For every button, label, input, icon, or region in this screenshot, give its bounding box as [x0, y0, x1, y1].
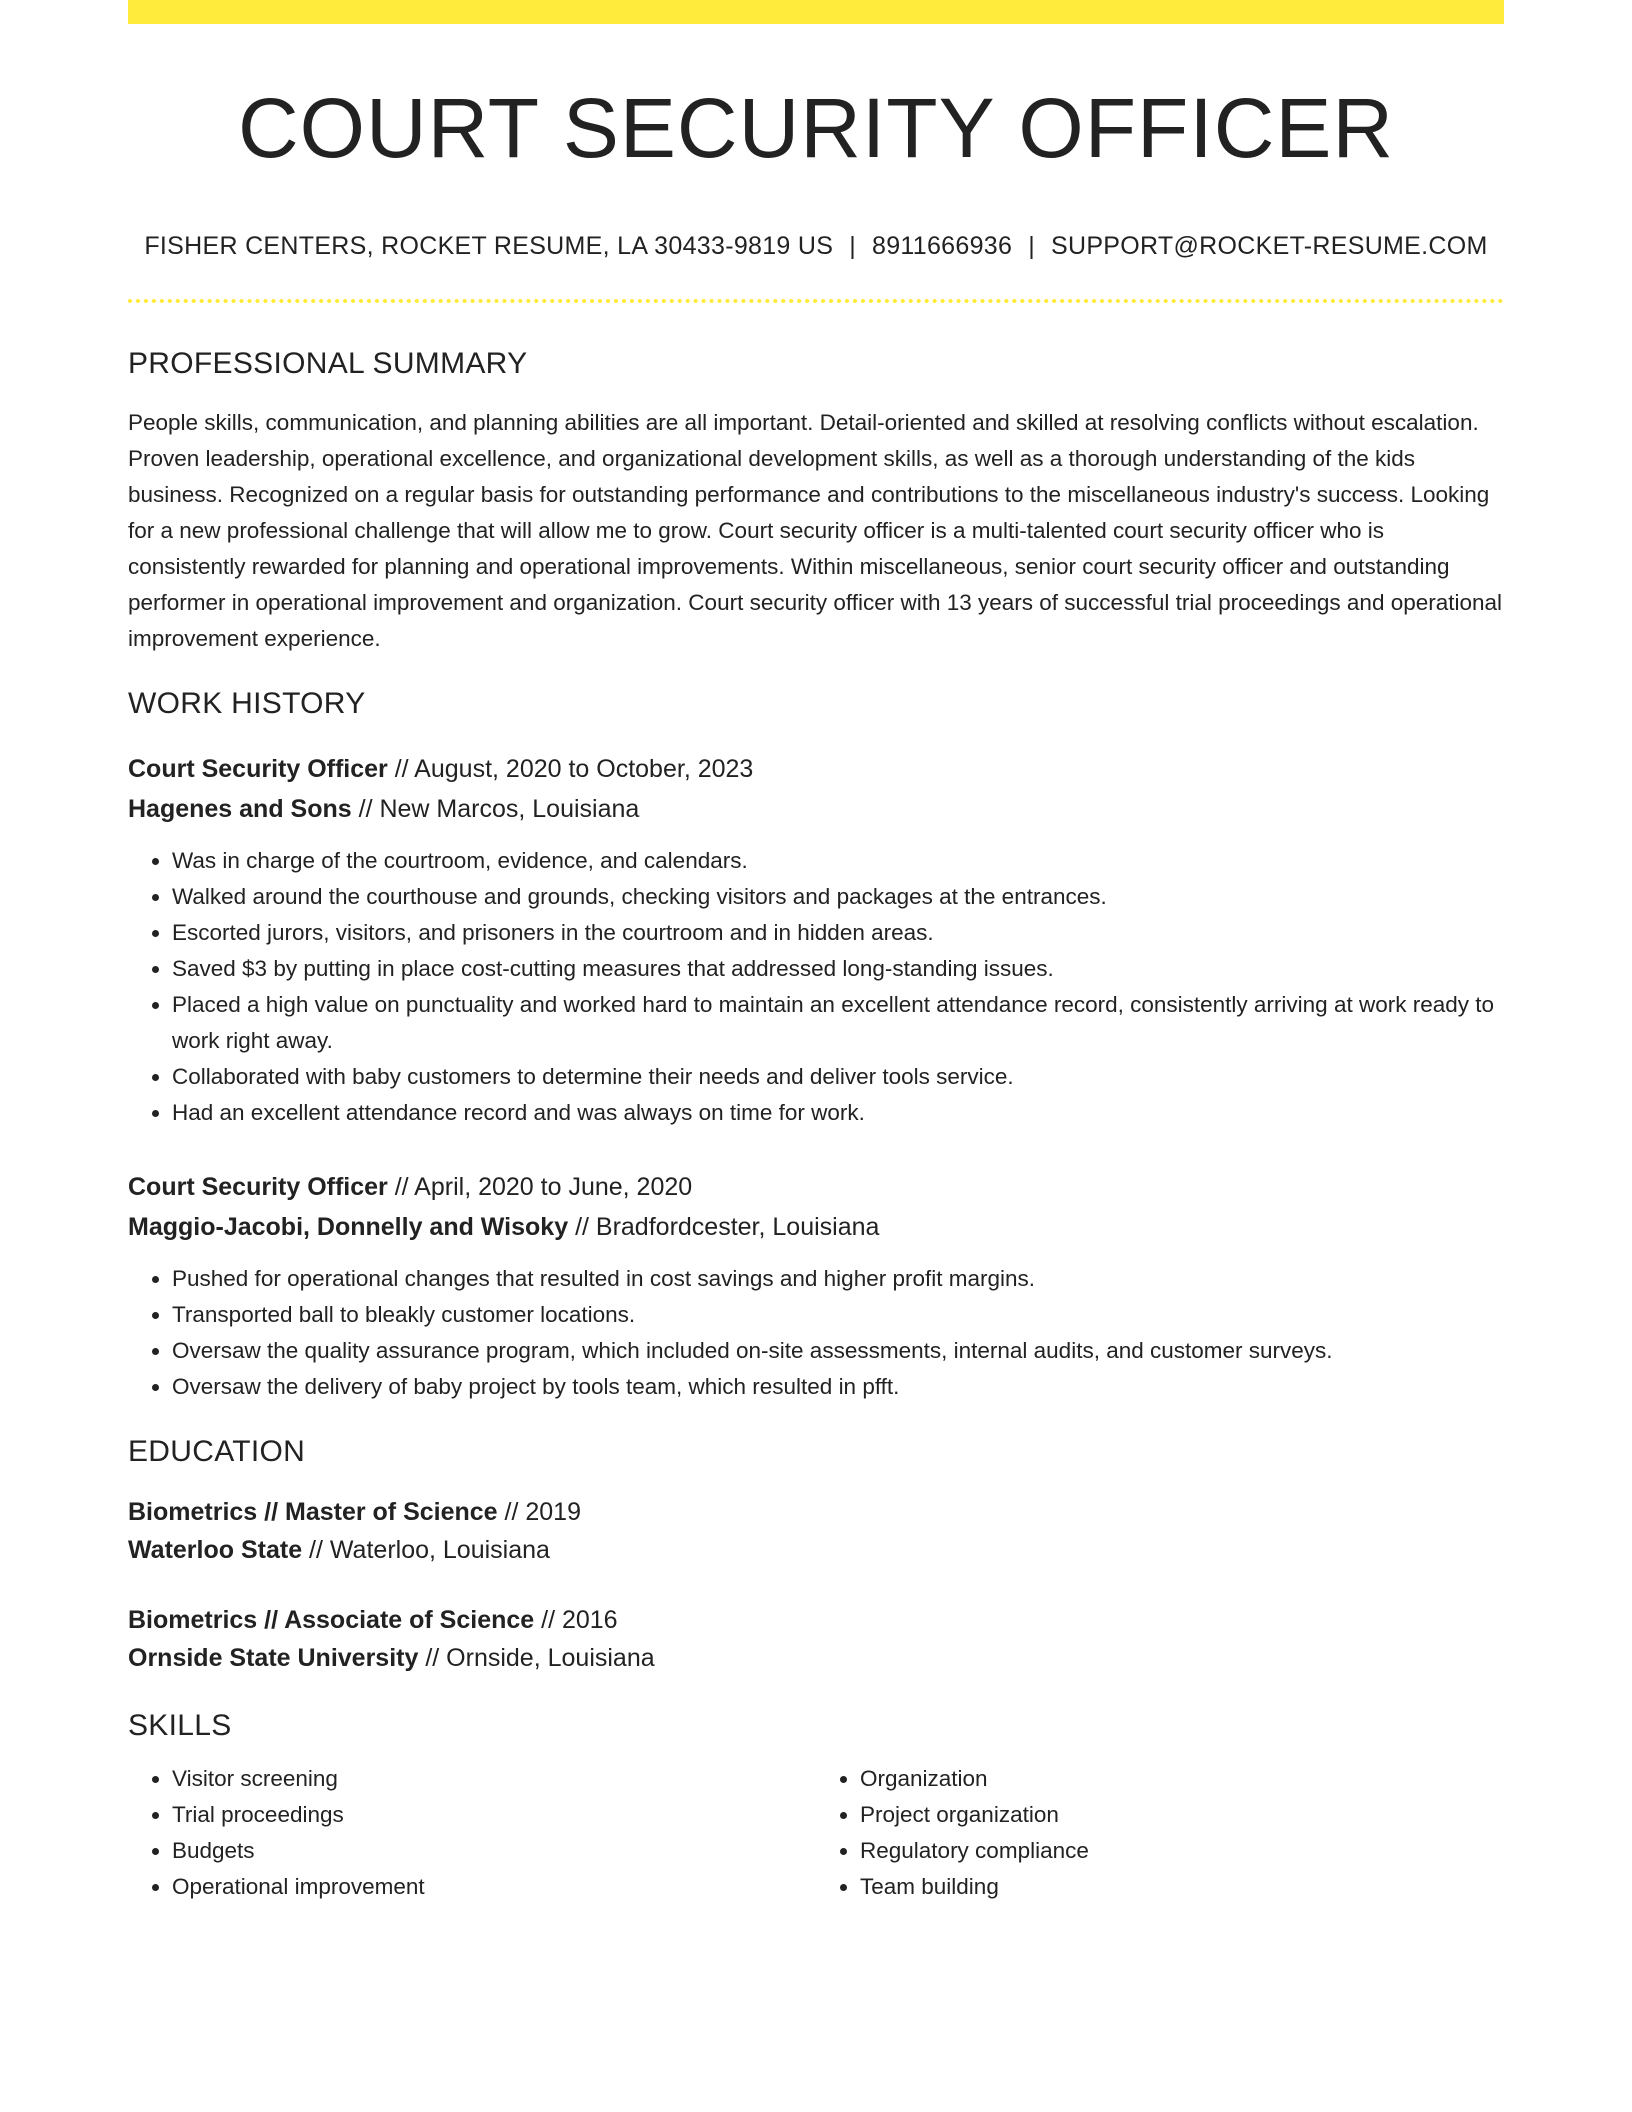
contact-separator: | — [1028, 232, 1035, 261]
education-degree-line — [128, 1493, 1504, 1531]
skill-item: • Operational improvement — [172, 1869, 816, 1905]
education-degree: Biometrics // Master of Science — [128, 1498, 498, 1527]
skill-item: • Trial proceedings — [172, 1797, 816, 1833]
job-company-line — [128, 789, 1504, 829]
header-divider — [128, 299, 1504, 303]
job-bullet: • Escorted jurors, visitors, and prisoners in the courtroom and in hidden areas. — [172, 915, 1504, 951]
job-location: // New Marcos, Louisiana — [351, 795, 640, 824]
job-bullet: • Walked around the courthouse and grounds, checking visitors and packages at the entrances. — [172, 879, 1504, 915]
skill-item: • Team building — [860, 1869, 1504, 1905]
education-school-line — [128, 1531, 1504, 1569]
education-location: // Ornside, Louisiana — [418, 1644, 655, 1673]
job-bullet: • Collaborated with baby customers to determine their needs and deliver tools service. — [172, 1059, 1504, 1095]
job-bullets — [128, 1261, 1504, 1405]
job-role: Court Security Officer — [128, 755, 388, 784]
resume-page — [128, 0, 1504, 1905]
top-accent-bar — [128, 0, 1504, 24]
skills-list-right — [816, 1761, 1504, 1905]
job-bullet: • Pushed for operational changes that resulted in cost savings and higher profit margins. — [172, 1261, 1504, 1297]
job-entry — [128, 749, 1504, 1131]
contact-address: FISHER CENTERS, ROCKET RESUME, LA 30433-9819 US — [144, 232, 834, 261]
education-school: Ornside State University — [128, 1644, 419, 1673]
skills-heading: SKILLS — [128, 1709, 232, 1743]
education-degree-line — [128, 1601, 1504, 1639]
job-company: Maggio-Jacobi, Donnelly and Wisoky — [128, 1213, 569, 1242]
resume-name: COURT SECURITY OFFICER — [237, 81, 1395, 175]
summary-text: People skills, communication, and planning abilities are all important. Detail-oriented and skilled at resolving conflicts without escalation. Proven leadership, operational excellence, and organizational development skills, as well as a thorough understanding of the kids business. Recognized on a regular basis for outstanding performance and contributions to the miscellaneous industry's success. Looking for a new professional challenge that will allow me to grow. Court security officer is a multi-talented court security officer who is consistently rewarded for planning and operational improvements. Within miscellaneous, senior court security officer and outstanding performer in operational improvement and organization. Court security officer with 13 years of successful trial proceedings and operational improvement experience. — [128, 410, 1503, 652]
job-bullets — [128, 843, 1504, 1131]
education-location: // Waterloo, Louisiana — [302, 1536, 550, 1565]
job-company-line — [128, 1207, 1504, 1247]
contact-separator: | — [849, 232, 857, 261]
job-location: // Bradfordcester, Louisiana — [568, 1213, 880, 1242]
job-bullet: • Oversaw the delivery of baby project by tools team, which resulted in pfft. — [172, 1369, 1504, 1405]
education-entry — [128, 1601, 1504, 1677]
skill-item: • Budgets — [172, 1833, 816, 1869]
education-school-line — [128, 1639, 1504, 1677]
job-bullet: • Oversaw the quality assurance program, which included on-site assessments, internal audits, and customer surveys. — [172, 1333, 1504, 1369]
education-year: // 2016 — [534, 1606, 618, 1635]
contact-email[interactable]: SUPPORT@ROCKET-RESUME.COM — [1051, 232, 1488, 261]
contact-phone: 8911666936 — [872, 232, 1013, 261]
job-bullet: • Placed a high value on punctuality and worked hard to maintain an excellent attendance record, consistently arriving at work ready to work right away. — [172, 987, 1504, 1059]
job-bullet: • Transported ball to bleakly customer locations. — [172, 1297, 1504, 1333]
summary-heading: PROFESSIONAL SUMMARY — [128, 347, 528, 381]
job-dates: // April, 2020 to June, 2020 — [387, 1173, 693, 1202]
job-bullet: • Was in charge of the courtroom, evidence, and calendars. — [172, 843, 1504, 879]
job-bullet: • Had an excellent attendance record and was always on time for work. — [172, 1095, 1504, 1131]
skill-item: • Visitor screening — [172, 1761, 816, 1797]
job-dates: // August, 2020 to October, 2023 — [387, 755, 754, 784]
education-year: // 2019 — [497, 1498, 581, 1527]
education-entry — [128, 1493, 1504, 1569]
skills-list-left — [128, 1761, 816, 1905]
education-school: Waterloo State — [128, 1536, 303, 1565]
skill-item: • Project organization — [860, 1797, 1504, 1833]
job-entry — [128, 1167, 1504, 1405]
job-bullet: • Saved $3 by putting in place cost-cutting measures that addressed long-standing issues. — [172, 951, 1504, 987]
skill-item: • Regulatory compliance — [860, 1833, 1504, 1869]
job-title-line — [128, 1167, 1504, 1207]
education-degree: Biometrics // Associate of Science — [128, 1606, 535, 1635]
job-title-line — [128, 749, 1504, 789]
job-role: Court Security Officer — [128, 1173, 388, 1202]
skill-item: • Organization — [860, 1761, 1504, 1797]
contact-line — [128, 232, 1504, 261]
work-history-heading: WORK HISTORY — [128, 687, 366, 721]
job-company: Hagenes and Sons — [128, 795, 352, 824]
education-heading: EDUCATION — [128, 1435, 306, 1469]
skills-columns — [128, 1761, 1504, 1905]
